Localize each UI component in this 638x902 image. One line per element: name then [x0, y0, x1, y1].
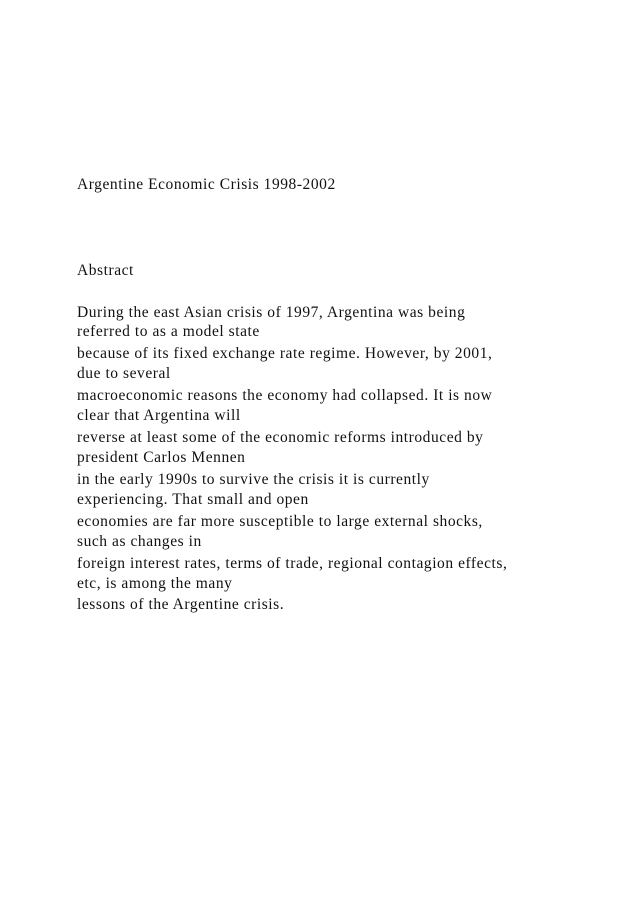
- abstract-line: etc, is among the many: [77, 575, 233, 592]
- abstract-heading: Abstract: [77, 262, 134, 279]
- abstract-line: due to several: [77, 365, 171, 382]
- abstract-line: foreign interest rates, terms of trade, regional contagion effects,: [77, 555, 508, 572]
- abstract-line: lessons of the Argentine crisis.: [77, 596, 285, 613]
- abstract-line: such as changes in: [77, 533, 202, 550]
- document-title: Argentine Economic Crisis 1998-2002: [77, 176, 336, 193]
- abstract-line: During the east Asian crisis of 1997, Argentina was being: [77, 304, 466, 321]
- abstract-line: because of its fixed exchange rate regime. However, by 2001,: [77, 345, 493, 362]
- abstract-line: clear that Argentina will: [77, 407, 241, 424]
- abstract-line: in the early 1990s to survive the crisis it is currently: [77, 471, 430, 488]
- abstract-line: referred to as a model state: [77, 323, 260, 340]
- abstract-line: macroeconomic reasons the economy had collapsed. It is now: [77, 387, 493, 404]
- abstract-line: reverse at least some of the economic reforms introduced by: [77, 429, 484, 446]
- abstract-line: president Carlos Mennen: [77, 449, 246, 466]
- abstract-line: experiencing. That small and open: [77, 491, 309, 508]
- abstract-line: economies are far more susceptible to large external shocks,: [77, 513, 483, 530]
